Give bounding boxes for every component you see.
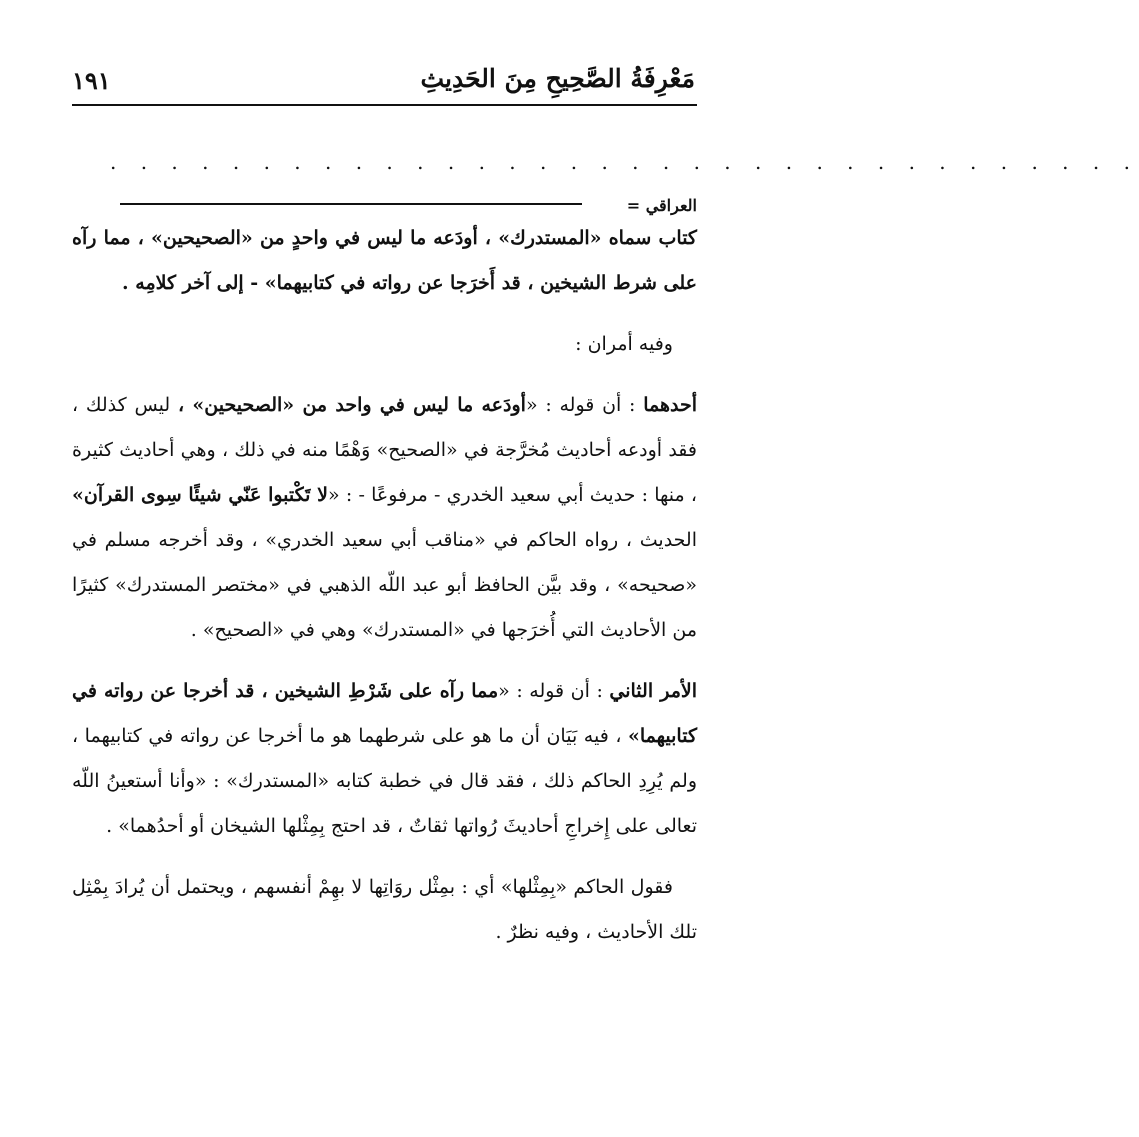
paragraph-1-part-1: كتاب سماه «المستدرك» ،	[477, 227, 697, 249]
paragraph-4	[72, 669, 697, 849]
paragraph-4-part-4: ، فيه بَيَان أن ما هو على شرطهما هو ما أخرجا عن رواته في كتابيهما ، ولم يُرِدِ الحاكم ذلك ، فقد قال في خطبة كتابه «المستدرك» : «وأنا أستعينُ اللّه تعالى على إِخراجِ أحاديثَ رُواتها ثقاتٌ ، قد احتج بِمِثْلها الشيخان أو أحدُهما» .	[72, 725, 697, 837]
paragraph-2-text: وفيه أمران :	[575, 333, 673, 355]
paragraph-1-part-2: أودَعه ما ليس في واحدٍ من «الصحيحين» ، مما رآه على شرط الشيخين ، قد أَخرَجا عن رواته في كتابيهما» - إلى آخر كلامِه .	[72, 227, 697, 294]
paragraph-3-part-2: : أن قوله : «	[525, 394, 644, 416]
paragraph-1	[72, 216, 697, 306]
paragraph-3	[72, 383, 697, 653]
hadith-quote: لا تَكْتبوا عَنّي شيئًا سِوى القرآن»	[72, 484, 329, 506]
ellipsis-line: . . . . . . . . . . . . . . . . . . . . . . . . . . . . . . . . . .	[110, 150, 1139, 174]
running-title: مَعْرِفَةُ الصَّحِيحِ مِنَ الحَدِيثِ	[420, 64, 695, 93]
paragraph-3-part-6: الحديث ، رواه الحاكم في «مناقب أبي سعيد الخدري» ، وقد أخرجه مسلم في «صحيحه» ، وقد بيَّن الحافظ أبو عبد اللّه الذهبي في «مختصر المستدرك» كثيرًا من الأحاديث التي أُخرَجها في «المستدرك» وهي في «الصحيح» .	[72, 529, 697, 641]
author-label: العراقي =	[626, 196, 697, 215]
body-text	[72, 216, 697, 955]
paragraph-3-quote: أودَعه ما ليس في واحد من «الصحيحين» ،	[177, 394, 526, 416]
second-matter-label: الأمر الثاني	[609, 680, 697, 702]
page-header	[72, 58, 695, 106]
paragraph-4-part-2: : أن قوله : «	[498, 680, 610, 702]
paragraph-5	[72, 865, 697, 955]
paragraph-3-part-4: ليس كذلك ، فقد أودعه أحاديث مُخرَّجة في «الصحيح» وَهْمًا منه في ذلك ، وهي أحاديث كثيرة ، منها : حديث أبي سعيد الخدري - مرفوعًا - : «	[72, 394, 698, 506]
first-matter-label: أحدهما	[643, 394, 698, 416]
paragraph-2	[72, 322, 697, 367]
author-rule	[120, 203, 582, 205]
paragraph-5-text: فقول الحاكم «بِمِثْلها» أي : بمِثْل روَاتِها لا بهِمْ أنفسهم ، ويحتمل أن يُرادَ بِمْثِل تلك الأحاديث ، وفيه نظرٌ .	[72, 876, 697, 943]
page-number: ١٩١	[72, 66, 111, 95]
header-rule	[72, 104, 697, 106]
paragraph-4-quote: مما رآه على شَرْطِ الشيخين ، قد أخرجا عن رواته في كتابيهما»	[72, 680, 697, 747]
